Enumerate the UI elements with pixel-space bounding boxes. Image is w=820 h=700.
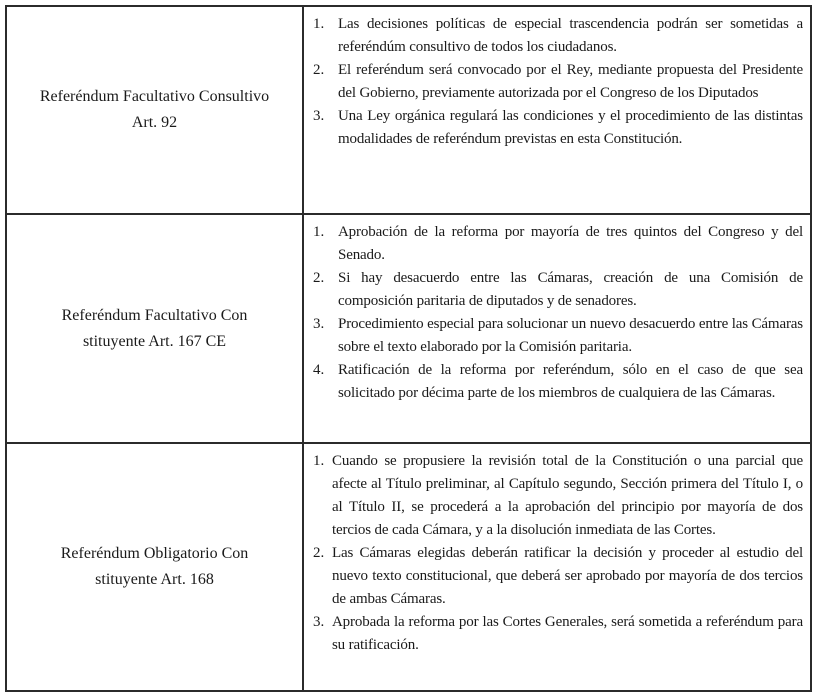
row-items-cell	[304, 444, 810, 690]
item-text: Cuando se propusiere la revisión total de la Constitución o una parcial que afecte al Título preliminar, al Capítulo segundo, Sección primera del Título I, o al Título II, se procederá a la aprobación del principio por mayoría de dos tercios de cada Cámara, y a la disolución inmediata de las Cortes.	[332, 453, 803, 538]
item-text: Aprobada la reforma por las Cortes Generales, será sometida a referéndum para su ratificación.	[332, 614, 803, 653]
list-item	[313, 105, 803, 151]
item-text: Procedimiento especial para solucionar un nuevo desacuerdo entre las Cámaras sobre el texto elaborado por la Comisión paritaria.	[338, 316, 803, 355]
item-number: 3.	[313, 108, 325, 124]
list-item	[313, 221, 803, 267]
item-text: Una Ley orgánica regulará las condiciones y el procedimiento de las distintas modalidades de referéndum previstas en esta Constitución.	[338, 108, 803, 147]
item-number: 4.	[313, 362, 325, 378]
item-text: Las Cámaras elegidas deberán ratificar la decisión y proceder al estudio del nuevo texto constitucional, que deberá ser aprobado por mayoría de dos tercios de ambas Cámaras.	[332, 545, 803, 607]
item-number: 3.	[313, 316, 325, 332]
item-number: 1.	[313, 224, 325, 240]
constitution-referendum-table	[5, 5, 812, 692]
item-number: 1.	[313, 16, 325, 32]
list-item	[313, 450, 803, 542]
list-item	[313, 611, 803, 657]
row-label-cell	[7, 444, 304, 690]
list-item	[313, 313, 803, 359]
list-item	[313, 13, 803, 59]
item-number: 1.	[313, 453, 325, 469]
item-number: 2.	[313, 545, 325, 561]
item-text: Si hay desacuerdo entre las Cámaras, creación de una Comisión de composición paritaria de diputados y de senadores.	[338, 270, 803, 309]
row-label-line-2: Art. 92	[131, 114, 178, 131]
item-text: El referéndum será convocado por el Rey, mediante propuesta del Presidente del Gobierno, previamente autorizada por el Congreso de los Diputados	[338, 62, 803, 101]
table-row-referendum-consultivo-art92	[7, 7, 810, 215]
table-row-referendum-facultativo-constituyente-art167	[7, 215, 810, 444]
row-label-line-1: Referéndum Facultativo Consultivo	[39, 88, 270, 105]
item-text: Ratificación de la reforma por referéndum, sólo en el caso de que sea solicitado por décima parte de los miembros de cualquiera de las Cámaras.	[338, 362, 803, 401]
item-text: Aprobación de la reforma por mayoría de tres quintos del Congreso y del Senado.	[338, 224, 803, 263]
item-number: 2.	[313, 270, 325, 286]
table-row-referendum-obligatorio-constituyente-art168	[7, 444, 810, 690]
list-item	[313, 359, 803, 405]
row-items-cell	[304, 215, 810, 442]
row-label-cell	[7, 215, 304, 442]
row-label-line-1: Referéndum Obligatorio Con	[60, 545, 249, 562]
item-text: Las decisiones políticas de especial trascendencia podrán ser sometidas a referéndúm consultivo de todos los ciudadanos.	[338, 16, 803, 55]
row-label-line-2: stituyente Art. 168	[95, 571, 214, 588]
list-item	[313, 267, 803, 313]
item-number: 2.	[313, 62, 325, 78]
row-label-line-1: Referéndum Facultativo Con	[61, 306, 248, 324]
row-label-cell	[7, 7, 304, 213]
list-item	[313, 59, 803, 105]
item-number: 3.	[313, 614, 325, 630]
row-label-line-2: stituyente Art. 167 CE	[82, 332, 227, 350]
list-item	[313, 542, 803, 611]
row-items-cell	[304, 7, 810, 213]
